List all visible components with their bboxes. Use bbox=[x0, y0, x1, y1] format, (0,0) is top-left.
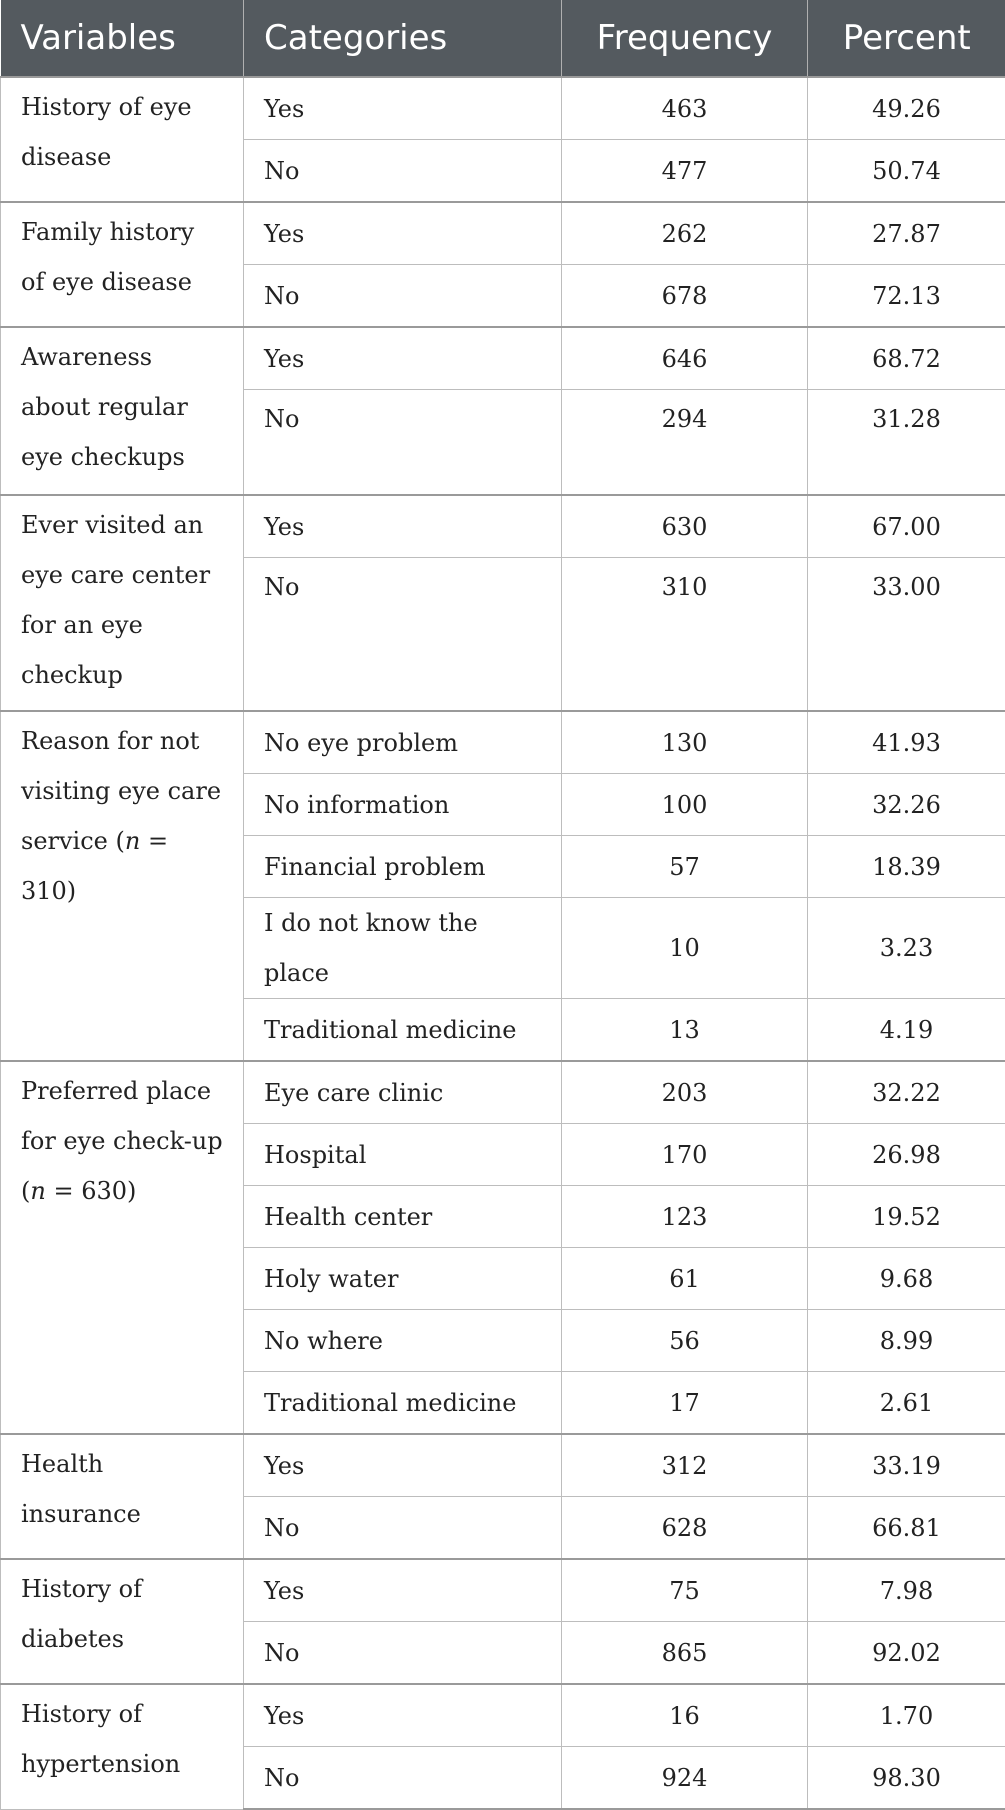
category-cell: Yes bbox=[244, 77, 562, 140]
table-row bbox=[1, 77, 1005, 140]
variable-text: Preferred place for eye check-up ( bbox=[21, 1077, 223, 1205]
frequency-cell: 130 bbox=[562, 711, 808, 774]
percent-cell: 26.98 bbox=[808, 1124, 1005, 1186]
category-cell: No bbox=[244, 1747, 562, 1810]
category-cell: No where bbox=[244, 1310, 562, 1372]
frequency-cell: 123 bbox=[562, 1186, 808, 1248]
variable-cell bbox=[1, 711, 244, 1061]
frequency-cell: 75 bbox=[562, 1559, 808, 1622]
category-cell: Holy water bbox=[244, 1248, 562, 1310]
table-row bbox=[1, 1061, 1005, 1124]
percent-cell: 92.02 bbox=[808, 1622, 1005, 1685]
frequency-cell: 100 bbox=[562, 774, 808, 836]
frequency-cell: 628 bbox=[562, 1497, 808, 1560]
percent-cell: 50.74 bbox=[808, 140, 1005, 203]
category-cell: No bbox=[244, 1622, 562, 1685]
category-cell: Yes bbox=[244, 202, 562, 265]
variable-text: = 630) bbox=[46, 1177, 137, 1205]
frequency-cell: 170 bbox=[562, 1124, 808, 1186]
variable-cell bbox=[1, 1061, 244, 1434]
frequency-cell: 477 bbox=[562, 140, 808, 203]
frequency-cell: 865 bbox=[562, 1622, 808, 1685]
frequency-cell: 56 bbox=[562, 1310, 808, 1372]
category-cell: Yes bbox=[244, 1684, 562, 1747]
category-cell: Yes bbox=[244, 495, 562, 558]
table-row bbox=[1, 1434, 1005, 1497]
percent-cell: 2.61 bbox=[808, 1372, 1005, 1435]
category-cell: Yes bbox=[244, 1559, 562, 1622]
frequency-cell: 16 bbox=[562, 1684, 808, 1747]
header-frequency: Frequency bbox=[562, 0, 808, 77]
category-cell: No bbox=[244, 140, 562, 203]
variable-cell: Health insurance bbox=[1, 1434, 244, 1559]
category-cell: No bbox=[244, 558, 562, 712]
percent-cell: 32.22 bbox=[808, 1061, 1005, 1124]
frequency-cell: 312 bbox=[562, 1434, 808, 1497]
table-row bbox=[1, 1684, 1005, 1747]
percent-cell: 3.23 bbox=[808, 898, 1005, 999]
percent-cell: 68.72 bbox=[808, 327, 1005, 390]
header-variables: Variables bbox=[1, 0, 244, 77]
category-cell: Traditional medicine bbox=[244, 999, 562, 1062]
variable-cell: Awareness about regular eye checkups bbox=[1, 327, 244, 495]
category-cell: No bbox=[244, 265, 562, 328]
percent-cell: 18.39 bbox=[808, 836, 1005, 898]
percent-cell: 41.93 bbox=[808, 711, 1005, 774]
header-percent: Percent bbox=[808, 0, 1005, 77]
frequency-cell: 13 bbox=[562, 999, 808, 1062]
frequency-cell: 924 bbox=[562, 1747, 808, 1810]
variable-cell: History of eye disease bbox=[1, 77, 244, 202]
variable-cell: Family history of eye disease bbox=[1, 202, 244, 327]
frequency-cell: 630 bbox=[562, 495, 808, 558]
percent-cell: 4.19 bbox=[808, 999, 1005, 1062]
variable-cell: History of diabetes bbox=[1, 1559, 244, 1684]
frequency-cell: 646 bbox=[562, 327, 808, 390]
percent-cell: 31.28 bbox=[808, 390, 1005, 496]
variable-cell: Ever visited an eye care center for an eye checkup bbox=[1, 495, 244, 711]
category-cell: Eye care clinic bbox=[244, 1061, 562, 1124]
category-cell: Health center bbox=[244, 1186, 562, 1248]
category-cell: No bbox=[244, 390, 562, 496]
category-cell: No eye problem bbox=[244, 711, 562, 774]
table-row bbox=[1, 327, 1005, 390]
frequency-cell: 310 bbox=[562, 558, 808, 712]
percent-cell: 66.81 bbox=[808, 1497, 1005, 1560]
percent-cell: 27.87 bbox=[808, 202, 1005, 265]
category-cell: Financial problem bbox=[244, 836, 562, 898]
percent-cell: 72.13 bbox=[808, 265, 1005, 328]
frequency-cell: 17 bbox=[562, 1372, 808, 1435]
variable-n-symbol: n bbox=[30, 1177, 45, 1205]
frequency-cell: 262 bbox=[562, 202, 808, 265]
frequency-cell: 463 bbox=[562, 77, 808, 140]
variable-text: = 310) bbox=[21, 827, 168, 905]
table-row bbox=[1, 711, 1005, 774]
category-cell: No information bbox=[244, 774, 562, 836]
table-row bbox=[1, 495, 1005, 558]
category-cell: Yes bbox=[244, 327, 562, 390]
percent-cell: 1.70 bbox=[808, 1684, 1005, 1747]
percent-cell: 98.30 bbox=[808, 1747, 1005, 1810]
percent-cell: 33.00 bbox=[808, 558, 1005, 712]
table-row bbox=[1, 202, 1005, 265]
percent-cell: 8.99 bbox=[808, 1310, 1005, 1372]
frequency-cell: 57 bbox=[562, 836, 808, 898]
category-cell: No bbox=[244, 1497, 562, 1560]
table-row bbox=[1, 1559, 1005, 1622]
category-cell: Traditional medicine bbox=[244, 1372, 562, 1435]
variable-cell: History of hypertension bbox=[1, 1684, 244, 1809]
category-cell: Yes bbox=[244, 1434, 562, 1497]
variable-text: Reason for not visiting eye care service ( bbox=[21, 727, 221, 855]
percent-cell: 67.00 bbox=[808, 495, 1005, 558]
header-row bbox=[1, 0, 1005, 77]
percent-cell: 7.98 bbox=[808, 1559, 1005, 1622]
header-categories: Categories bbox=[244, 0, 562, 77]
frequency-cell: 203 bbox=[562, 1061, 808, 1124]
category-cell: Hospital bbox=[244, 1124, 562, 1186]
category-cell: I do not know the place bbox=[244, 898, 562, 999]
frequency-cell: 294 bbox=[562, 390, 808, 496]
variable-n-symbol: n bbox=[125, 827, 140, 855]
frequency-cell: 10 bbox=[562, 898, 808, 999]
frequency-cell: 61 bbox=[562, 1248, 808, 1310]
percent-cell: 19.52 bbox=[808, 1186, 1005, 1248]
percent-cell: 32.26 bbox=[808, 774, 1005, 836]
percent-cell: 9.68 bbox=[808, 1248, 1005, 1310]
percent-cell: 49.26 bbox=[808, 77, 1005, 140]
frequency-cell: 678 bbox=[562, 265, 808, 328]
percent-cell: 33.19 bbox=[808, 1434, 1005, 1497]
